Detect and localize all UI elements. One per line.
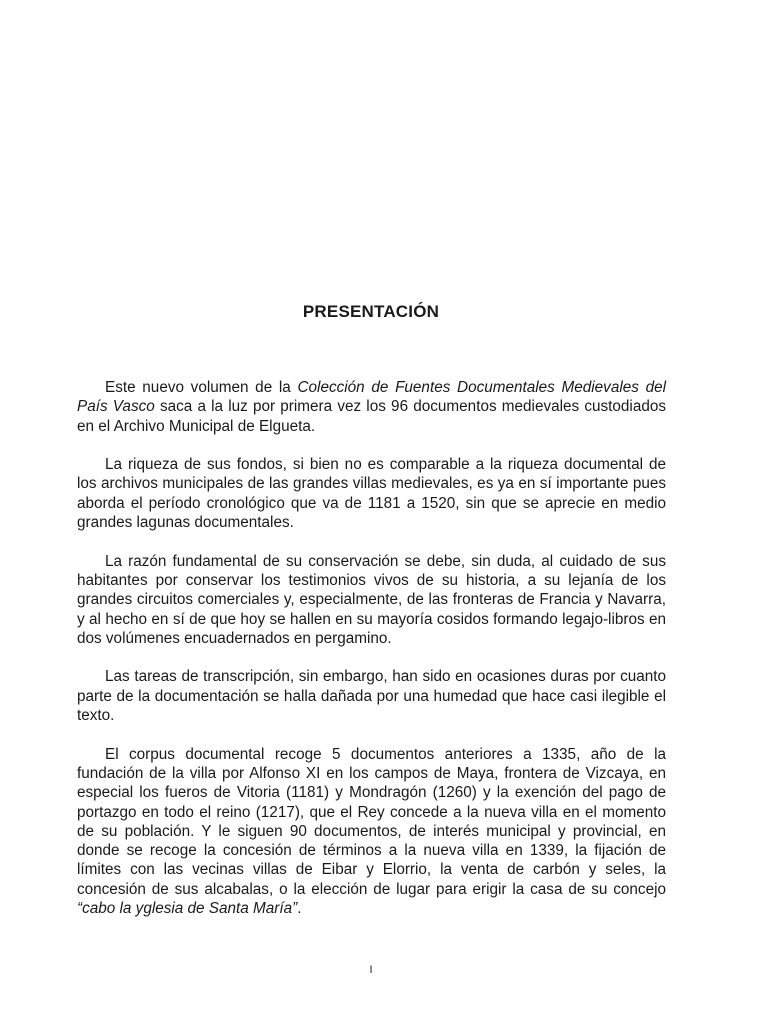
italic-text: Colección de Fuentes Documentales Medievales del País Vasco [77, 379, 666, 416]
page-number: I [369, 964, 373, 976]
text-run: Este nuevo volumen de la [105, 379, 298, 396]
paragraph-4 [77, 667, 666, 725]
paragraph-3 [77, 552, 666, 648]
paragraph-2 [77, 455, 666, 532]
text-run: Las tareas de transcripción, sin embargo, han sido en ocasiones duras por cuanto parte de la documentación se halla dañada por una humedad que hace casi ilegible el texto. [77, 668, 666, 725]
text-run: La riqueza de sus fondos, si bien no es comparable a la riqueza documental de los archivos municipales de las grandes villas medievales, es ya en sí importante pues aborda el período cronológico que va de 1181 a 1520, sin que se aprecie en medio grandes lagunas documentales. [77, 456, 666, 532]
paragraph-1 [77, 378, 666, 436]
text-run: El corpus documental recoge 5 documentos anteriores a 1335, año de la fundación de la villa por Alfonso XI en los campos de Maya, frontera de Vizcaya, en especial los fueros de Vitoria (1181) y Mondragón (1260) y la exención del pago de portazgo en todo el reino (1217), que el Rey concede a la nueva villa en el momento de su población. Y le siguen 90 documentos, de interés municipal y provincial, en donde se recoge la concesión de términos a la nueva villa en 1339, la fijación de límites con las vecinas villas de Eibar y Elorrio, la venta de carbón y seles, la concesión de sus alcabalas, o la elección de lugar para erigir la casa de su concejo [77, 745, 666, 898]
body-text [77, 378, 666, 918]
paragraph-5 [77, 745, 666, 919]
italic-text: “cabo la yglesia de Santa María” [77, 900, 298, 918]
page-title: PRESENTACIÓN [302, 302, 440, 321]
text-run: La razón fundamental de su conservación se debe, sin duda, al cuidado de sus habitantes por conservar los testimonios vivos de su historia, a su lejanía de los grandes circuitos comerciales y, especialmente, de las fronteras de Francia y Navarra, y al hecho en sí de que hoy se hallen en su mayoría cosidos formando legajo-libros en dos volúmenes encuadernados en pergamino. [77, 552, 666, 647]
text-run: saca a la luz por primera vez los 96 documentos medievales custodiados en el Archivo Municipal de Elgueta. [77, 398, 666, 435]
text-run: . [297, 900, 302, 918]
